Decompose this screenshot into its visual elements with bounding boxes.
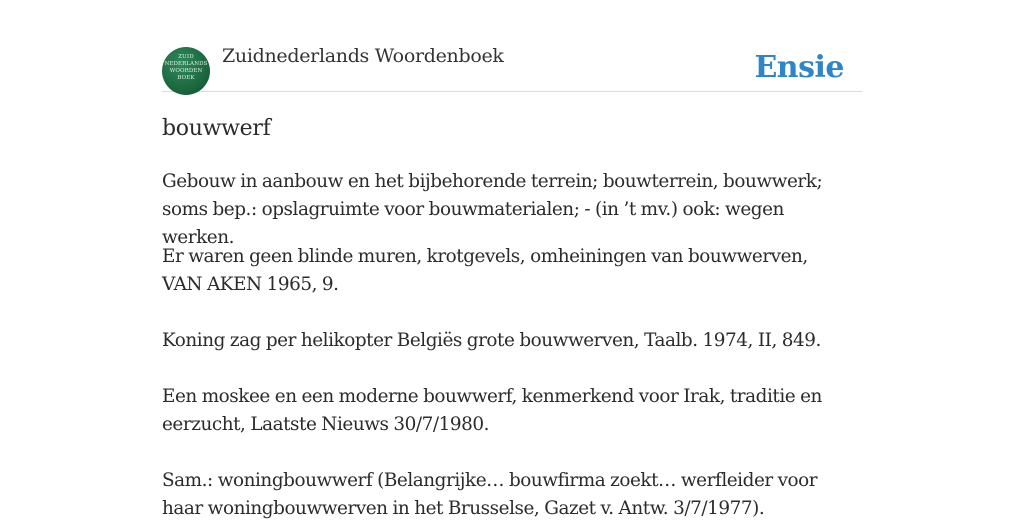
dictionary-logo[interactable] bbox=[162, 47, 210, 95]
logo-text bbox=[162, 54, 210, 82]
logo-line: WOORDEN bbox=[169, 68, 203, 74]
source-title-link[interactable]: Zuidnederlands Woordenboek bbox=[222, 45, 504, 67]
headword: bouwwerf bbox=[162, 116, 271, 141]
example-text: Een moskee en een moderne bouwwerf, kenmerkend voor Irak, traditie en eerzucht, Laatste Nieuws 30/7/1980. bbox=[162, 386, 822, 435]
logo-line: BOEK bbox=[177, 75, 195, 81]
definition-text: Gebouw in aanbouw en het bijbehorende terrein; bouwterrein, bouwwerk; soms bep.: opslagruimte voor bouwmaterialen; - (in ’t mv.) ook: wegen werken. bbox=[162, 171, 823, 248]
example-text: Koning zag per helikopter Belgiës grote bouwwerven, Taalb. 1974, II, 849. bbox=[162, 330, 821, 351]
ensie-brand-link[interactable]: Ensie bbox=[754, 50, 844, 85]
header bbox=[162, 0, 862, 92]
example-text: Sam.: woningbouwwerf (Belangrijke… bouwfirma zoekt… werfleider voor haar woningbouwwerven in het Brusselse, Gazet v. Antw. 3/7/1977). bbox=[162, 470, 818, 519]
example-text: Er waren geen blinde muren, krotgevels, omheiningen van bouwwerven, VAN AKEN 1965, 9. bbox=[162, 246, 808, 295]
logo-line: NEDERLANDS bbox=[164, 61, 208, 67]
page bbox=[162, 0, 862, 519]
logo-line: ZUID bbox=[178, 54, 194, 60]
